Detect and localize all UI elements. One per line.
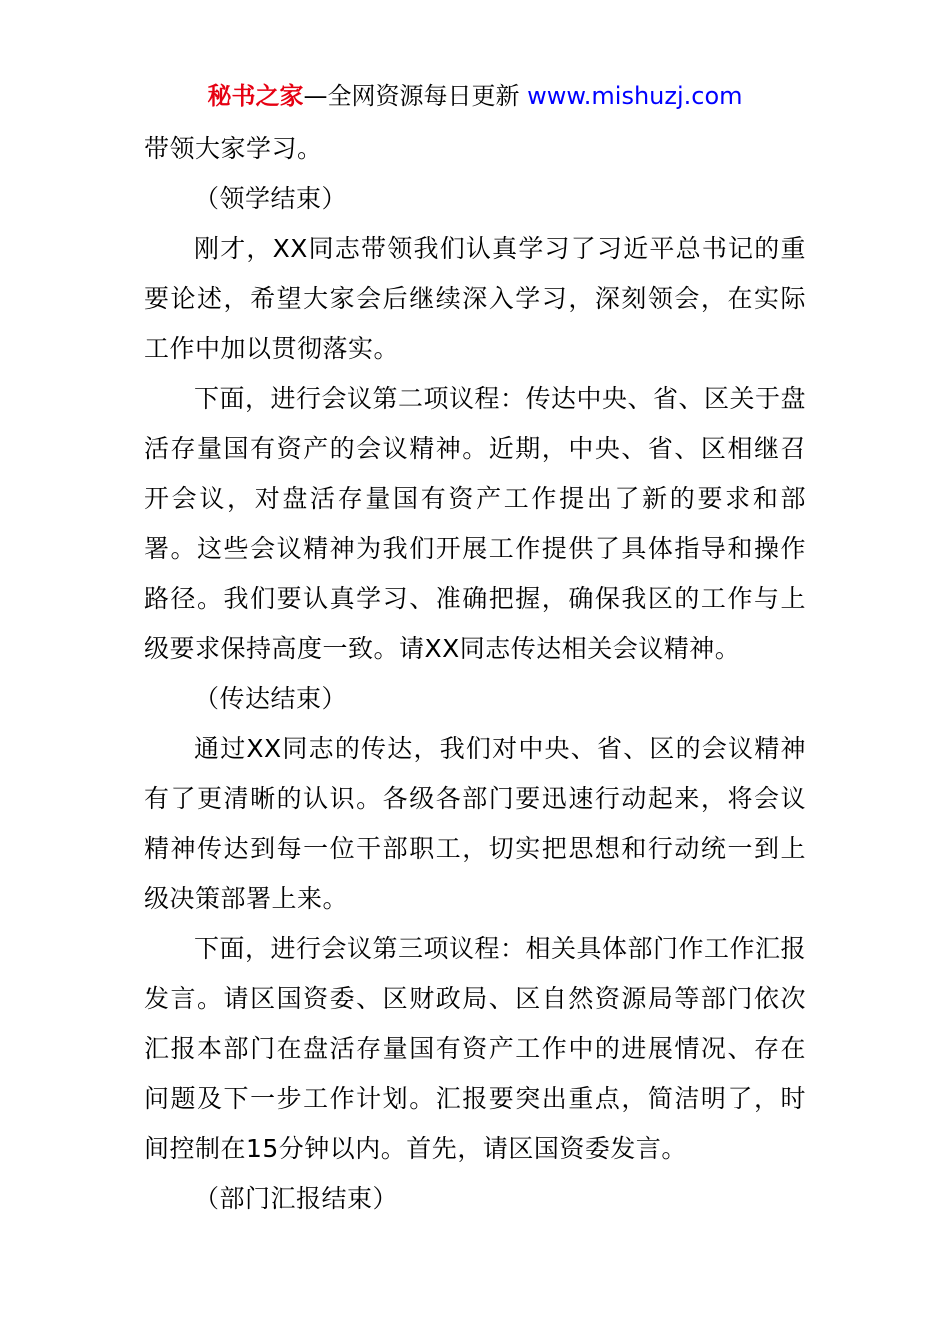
document-body — [144, 124, 806, 1224]
paragraph: 下面，进行会议第三项议程：相关具体部门作工作汇报发言。请区国资委、区财政局、区自然资源局等部门依次汇报本部门在盘活存量国有资产工作中的进展情况、存在问题及下一步工作计划。汇报要突出重点，简洁明了，时间控制在15分钟以内。首先，请区国资委发言。 — [144, 934, 807, 1163]
paragraph: 通过XX同志的传达，我们对中央、省、区的会议精神有了更清晰的认识。各级各部门要迅速行动起来，将会议精神传达到每一位干部职工，切实把思想和行动统一到上级决策部署上来。 — [144, 734, 806, 913]
paragraph: 刚才，XX同志带领我们认真学习了习近平总书记的重要论述，希望大家会后继续深入学习，深刻领会，在实际工作中加以贯彻落实。 — [144, 234, 806, 363]
website-link[interactable]: www.mishuzj.com — [527, 82, 743, 110]
header-tagline: —全网资源每日更新 — [303, 82, 520, 110]
brand-name: 秘书之家 — [207, 82, 304, 110]
paragraph-continuation: 带领大家学习。 — [144, 134, 323, 163]
stage-note: （领学结束） — [194, 184, 348, 213]
stage-note: （传达结束） — [194, 684, 348, 713]
stage-note: （部门汇报结束） — [194, 1184, 399, 1213]
page-header — [0, 80, 950, 112]
paragraph: 下面，进行会议第二项议程：传达中央、省、区关于盘活存量国有资产的会议精神。近期，中央、省、区相继召开会议，对盘活存量国有资产工作提出了新的要求和部署。这些会议精神为我们开展工作提供了具体指导和操作路径。我们要认真学习、准确把握，确保我区的工作与上级要求保持高度一致。请XX同志传达相关会议精神。 — [144, 384, 807, 663]
